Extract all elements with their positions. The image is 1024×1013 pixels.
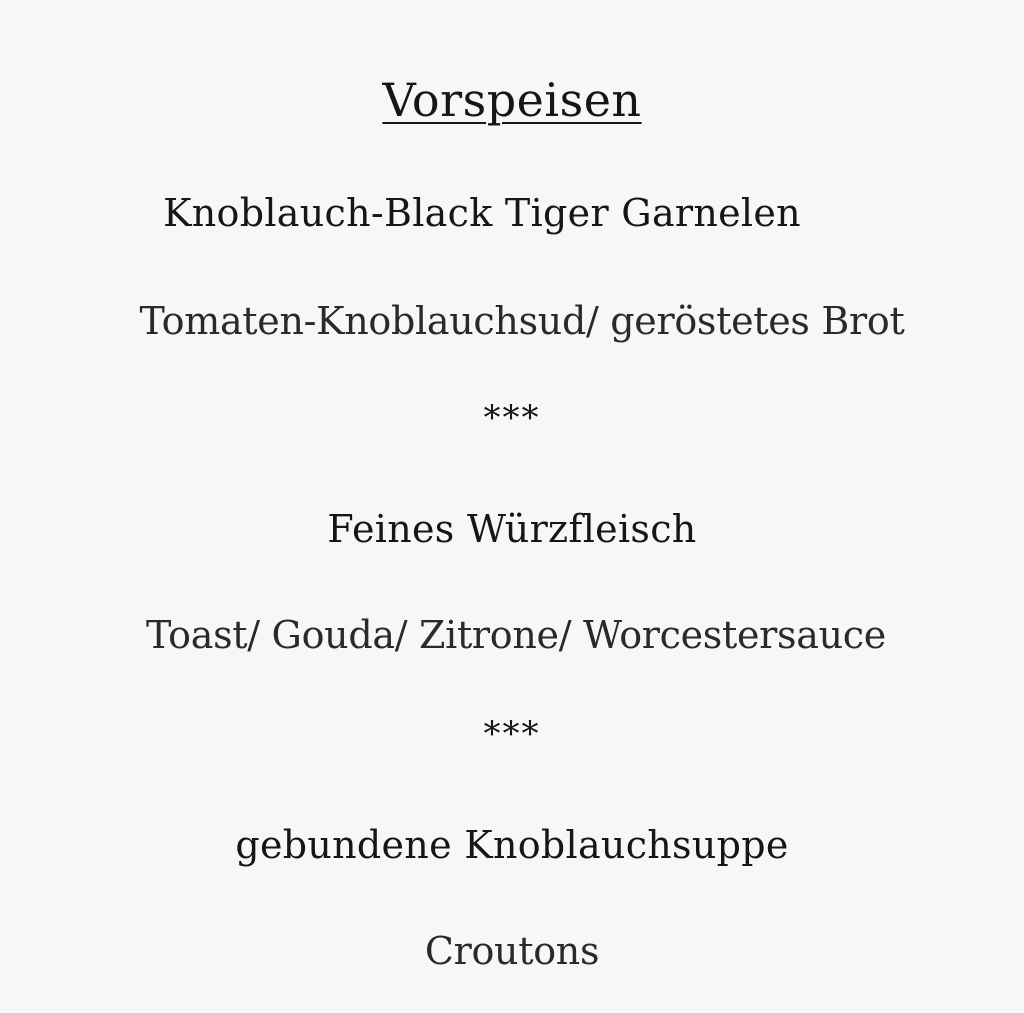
separator: *** <box>483 398 541 438</box>
separator: *** <box>483 714 541 754</box>
section-title: Vorspeisen <box>382 73 642 127</box>
dish-description-knoblauchsuppe: Croutons <box>424 929 600 973</box>
dish-description-wuerzfleisch: Toast/ Gouda/ Zitrone/ Worcestersauce <box>146 613 886 657</box>
dish-name-knoblauchsuppe: gebundene Knoblauchsuppe <box>235 823 789 867</box>
dish-description-garnelen: Tomaten-Knoblauchsud/ geröstetes Brot <box>139 299 905 343</box>
dish-name-wuerzfleisch: Feines Würzfleisch <box>327 507 697 551</box>
dish-name-garnelen: Knoblauch-Black Tiger Garnelen <box>163 191 801 235</box>
